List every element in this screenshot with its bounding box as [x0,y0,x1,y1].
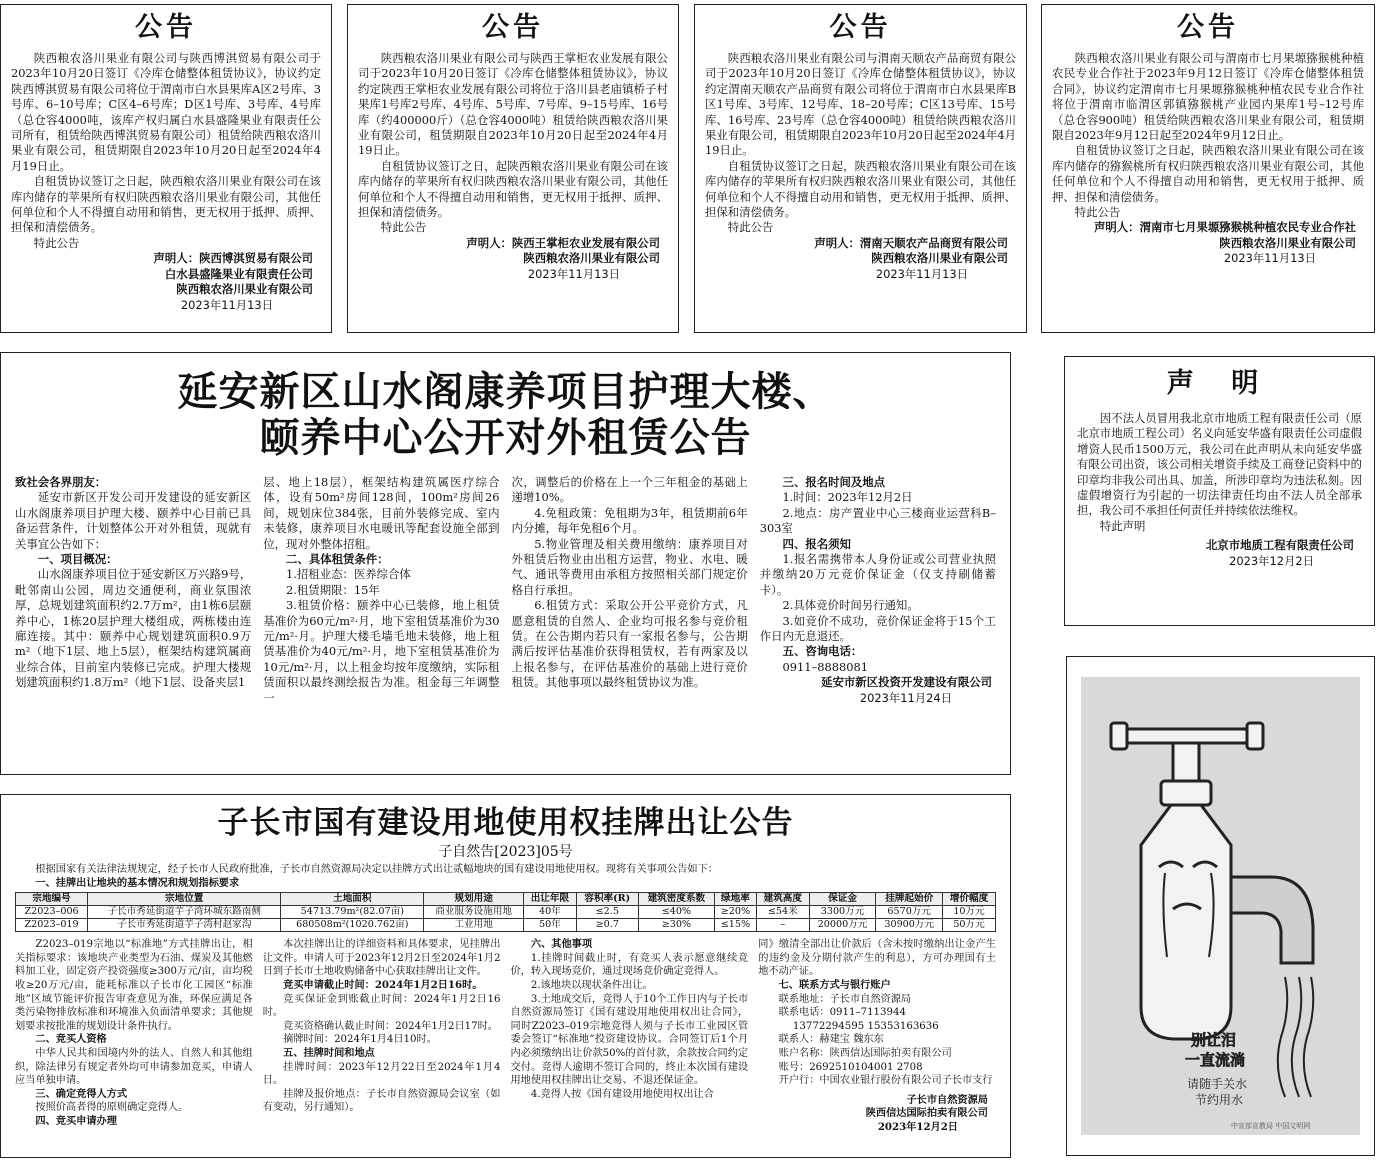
notice-date: 2023年11月13日 [1223,251,1316,266]
notice-para: 自租赁协议签订之日起，陕西粮农洛川果业有限公司在该库内储存的苹果所有权归陕西粮农洛川果业有限公司，其他任何单位和个人不得擅自动用和销售，更无权用于抵押、质押、担保和清偿债务。 [705,158,1016,220]
table-cell: – [756,919,809,932]
signer: 子长市自然资源局 [906,1093,988,1106]
table-cell: 40年 [523,906,576,919]
notice-box-3 [694,4,1027,333]
paragraph: 摘牌时间：2024年1月4日10时。 [283,1034,437,1046]
notice-2 [348,5,678,286]
paragraph: 挂牌时间：2023年12月22日至2024年1月4日。 [262,1061,501,1087]
handle-cap-right [1247,723,1263,749]
notice-signers [1052,220,1364,266]
table-cell: 50年 [523,919,576,932]
poster-slogan-1: 别让泪 [1191,1031,1237,1049]
paragraph: Z2023–019宗地以“标准地”方式挂牌出让，相关指标要求：该地块产业类型为石油、煤炭及其他燃料加工业，固定资产投资强度≥300万元/亩，亩均税收≥20万元/亩，能耗标准以子长市化工园区“标准地”区域节能评价报告审查意见为准，环保应满足各类污染物排放标准和环境准入负面清单要求；其他规划要求按批准的规划设计条件执行。 [15,939,253,1032]
paragraph: 1.招租业态：医养综合体 [286,567,411,582]
table-cell: 3300万元 [809,906,876,919]
paragraph: 3.如竞价不成功，竞价保证金将于15个工作日内无息退还。 [759,613,996,644]
table-cell: ≤54米 [756,906,809,919]
table-cell: Z2023–019 [16,919,88,932]
yanan-title-line2: 颐养中心公开对外租赁公告 [259,414,752,461]
table-row [16,906,996,919]
water-stream-1 [1278,977,1287,1097]
table-cell: ≤2.5 [576,906,638,919]
table-cell: 子长市秀延街道芋子湾村赵家沟 [88,919,281,932]
section-heading: 二、具体租赁条件： [286,552,389,567]
land-col-4-body [758,938,996,1088]
table-cell: 子长市秀延街道芋子湾环城东路南侧 [88,906,281,919]
poster-background [1081,677,1360,1135]
signer: 声明人：渭南天顺农产品商贸有限公司 [814,235,1008,250]
paragraph: 2.租赁期限：15年 [286,582,380,597]
land-doc-no: 子自然告[2023]05号 [438,844,573,860]
land-notice [1,795,1010,1139]
signer: 陕西粮农洛川果业有限公司 [523,251,660,266]
water-stream-2 [1292,977,1301,1097]
notice-signers [705,236,1016,282]
statement-box [1064,356,1375,626]
notice-date: 2023年11月13日 [180,297,273,312]
signer: 延安市新区投资开发建设有限公司 [821,675,992,690]
section-heading: 七、联系方式与银行账户 [778,978,891,991]
yanan-col-2 [263,475,499,706]
paragraph: 13772294595 15353163636 [792,1020,939,1032]
yanan-col-1 [15,475,251,706]
notice-title: 公告 [482,12,544,43]
paragraph: 挂牌及报价地点：子长市自然资源局会议室（如有变动，另行通知）。 [262,1088,501,1114]
paragraph: 竞买保证金到账截止时间：2024年1月2日16时。 [262,993,501,1019]
notice-para: 特此公告 [1074,205,1121,220]
section-heading: 四、竞买申请办理 [35,1114,117,1127]
col-header: 保证金 [809,893,876,906]
notice-title: 公告 [135,12,197,43]
statement-signers [1077,538,1362,569]
notice-title: 公告 [829,12,892,43]
section-heading: 一、项目概况： [37,552,118,567]
statement-date: 2023年12月2日 [1229,553,1314,568]
poster-slogan-2: 一直流淌 [1185,1051,1246,1069]
notice-box-2 [347,4,679,333]
paragraph: 2.地点：房产置业中心三楼商业运营科B–303室 [759,505,996,536]
land-columns [15,938,996,1134]
notice-para: 陕西粮农洛川果业有限公司与陕西博淇贸易有限公司于2023年10月20日签订《冷库仓储整体租赁协议》，协议约定陕西博淇贸易有限公司将位于渭南市白水县果库A区2号库、3号库、6–10号库；C区4–6号库；D区1号库、3号库、4号库（总仓容4000吨，该库产权归属白水县盛隆果业有限责任公司所有，租赁给陕西博淇贸易有限公司）租赁给陕西粮农洛川果业有限公司，租赁期限自2023年10月20日起至2024年4月19日止。 [11,51,321,173]
paragraph: 联系人：赫建宝 魏东东 [778,1034,884,1046]
statement-para: 因不法人员冒用我北京市地质工程有限责任公司（原北京市地质工程公司）名义向延安华盛有限责任公司虚假增资人民币1500万元，我公司在此声明从未向延安华盛有限公司出资，该公司相关增资手续及工商登记资料中的印章均非我公司出具、加盖，所涉印章均为违法私刻。因虚假增资行为引起的一切法律责任均由不法人员全部承担，我公司不承担任何责任并持续依法维权。 [1077,411,1362,518]
water-stream-3 [1304,977,1313,1097]
col-header: 宗地位置 [88,893,281,906]
poster-credit: 中宣部宣教局 中国文明网 [1231,1122,1311,1130]
table-cell: 商业服务设施用地 [424,906,524,919]
section-heading: 五、咨询电话： [782,644,863,659]
faucet-stem [1173,743,1199,783]
yanan-columns [15,475,996,706]
paragraph: 账户名称：陕西信达国际拍卖有限公司 [778,1047,952,1059]
notice-signers [11,251,321,313]
paragraph: 0911–8888081 [782,659,868,674]
paragraph: 层、地上18层），框架结构建筑属医疗综合体，设有50m²房间128间，100m²房间26间，规划床位384张，目前外装修完成、室内未装修，康养项目水电暖讯等配套设施全部到位，现对外整体招租。 [263,475,500,551]
table-cell: ≥20% [715,906,757,919]
paragraph: 联系地址：子长市自然资源局 [778,993,912,1005]
notice-para: 自租赁协议签订之日起，陕西粮农洛川果业有限公司在该库内储存的猕猴桃所有权归陕西粮农洛川果业有限公司，其他任何单位和个人不得擅自动用和销售，更无权用于抵押、质押、担保和清偿债务。 [1052,143,1364,204]
land-title: 子长市国有建设用地使用权挂牌出让公告 [217,805,794,841]
land-col-3 [511,938,749,1134]
notice-1 [1,5,331,317]
paragraph: 本次挂牌出让的详细资料和具体要求，见挂牌出让文件。申请人可于2023年12月2日至2024年1月2日到子长市土地收购储备中心获取挂牌出让文件。 [262,939,501,978]
col-header: 土地面积 [281,893,424,906]
land-table-header [16,893,996,906]
section-heading: 竞买申请截止时间：2024年1月2日16时。 [283,978,483,991]
paragraph: 4.免租政策：免租期为3年，租赁期前6年内分摊，每年免租6个月。 [511,505,748,536]
paragraph: 开户行：中国农业银行股份有限公司子长市支行 [778,1075,993,1087]
land-intro: 根据国家有关法律法规规定，经子长市人民政府批准，子长市自然资源局决定以挂牌方式出让贰幅地块的国有建设用地使用权。现将有关事项公告如下： [35,864,718,875]
signer: 陕西粮农洛川果业有限公司 [176,282,313,297]
notice-date: 2023年11月13日 [527,266,620,281]
paragraph: 联系电话：0911–7113944 [778,1007,906,1019]
paragraph: 延安市新区开发公司开发建设的延安新区山水阁康养项目护理大楼、颐养中心目前已具备运营条件，计划整体公开对外租赁，现就有关事宜公告如下： [15,490,252,551]
notice-para: 特此公告 [33,235,80,250]
faucet-collar [1161,781,1211,805]
paragraph: 5.物业管理及相关费用缴纳：康养项目对外租赁后物业由出租方运营，物业、水电、暖气、通讯等费用由承租方按照相关部门规定价格自行承担。 [511,536,748,597]
col-header: 容积率(R) [576,893,638,906]
land-col-4 [758,938,996,1134]
paragraph: 山水阁康养项目位于延安新区万兴路9号，毗邻南山公园，周边交通便利，商业氛围浓厚，总规划建筑面积约2.7万m²，由1栋6层颐养中心，1栋20层护理大楼组成，两栋楼由连廊连接。其中：颐养中心规划建筑面积0.9万m²（地下1层、地上5层），框架结构建筑属商业综合体，目前室内装修已完成。护理大楼规划建筑面积约1.8万m²（地下1层、设备夹层1 [15,567,252,690]
yanan-col-4-body [760,475,996,675]
yanan-notice-box [0,352,1011,775]
paragraph: 同》缴清全部出让价款后（含未按时缴纳出让金产生的违约金及分期付款产生的利息），方可办理国有土地不动产证。 [758,939,996,978]
notice-signers [358,236,668,282]
notice-para: 自租赁协议签订之日，起陕西粮农洛川果业有限公司在该库内储存的苹果所有权归陕西粮农洛川果业有限公司，其他任何单位和个人不得擅自动用和销售，更无权用于抵押、质押、担保和清偿债务。 [358,158,668,220]
signer: 北京市地质工程有限责任公司 [1205,538,1354,553]
col-header: 挂牌起始价 [876,893,943,906]
yanan-title-line1: 延安新区山水阁康养项目护理大楼、 [177,368,834,415]
table-cell: ≤15% [715,919,757,932]
yanan-notice [1,353,1010,712]
table-cell: 工业用地 [424,919,524,932]
notice-date: 2023年11月13日 [875,266,968,281]
table-cell: 20000万元 [809,919,876,932]
notice-para: 陕西粮农洛川果业有限公司与渭南天顺农产品商贸有限公司于2023年10月20日签订《冷库仓储整体租赁协议》，协议约定渭南天顺农产品商贸有限公司将位于渭南市白水县果库B区1号库、3号库、12号库、18–20号库；C区13号库、15号库、16号库、23号库（总仓容4000吨）租赁给陕西粮农洛川果业有限公司，租赁期限自2023年10月20日起至2024年4月19日止。 [705,51,1016,158]
notice-3 [695,5,1026,286]
col-header: 建筑高度 [756,893,809,906]
land-col-1 [15,938,253,1134]
paragraph: 2.具体竞价时间另行通知。 [782,598,919,613]
signer: 陕西粮农洛川果业有限公司 [871,251,1008,266]
table-cell: 10万元 [943,906,996,919]
land-notice-box [0,794,1011,1158]
paragraph: 4.竞得人按《国有建设用地使用权出让合 [530,1088,714,1100]
paragraph: 3.租赁价格：颐养中心已装修，地上租赁基准价为60元/m²·月，地下室租赁基准价为30元/m²·月。护理大楼毛墙毛地未装修，地上租赁基准价为40元/m²·月，地下室租赁基准价为10元/m²·月，以上租金均按年度缴纳，实际租赁面积以最终测绘报告为准。租金每三年调整一 [263,598,500,705]
table-cell: 50万元 [943,919,996,932]
notice-para: 自租赁协议签订之日起，陕西粮农洛川果业有限公司在该库内储存的苹果所有权归陕西粮农洛川果业有限公司，其他任何单位和个人不得擅自动用和销售，更无权用于抵押、质押、担保和清偿债务。 [11,174,321,235]
paragraph: 1.时间：2023年12月2日 [782,490,913,505]
poster-slogan-3: 请随手关水 [1187,1077,1248,1091]
yanan-col-3 [512,475,748,706]
col-header: 出让年限 [523,893,576,906]
col-header: 宗地编号 [16,893,88,906]
paragraph: 1.报名需携带本人身份证或公司营业执照并缴纳20万元竞价保证金（仅支持刷储蓄卡）。 [759,552,996,597]
table-cell: ≥0.7 [576,919,638,932]
signer: 声明人：陕西博淇贸易有限公司 [153,251,313,266]
table-cell: Z2023–006 [16,906,88,919]
section-heading: 三、确定竞得人方式 [35,1087,128,1100]
statement-title: 声 明 [1166,368,1273,399]
section-heading: 六、其他事项 [530,938,593,951]
table-cell: 30900万元 [876,919,943,932]
signer: 声明人：陕西王掌柜农业发展有限公司 [466,235,660,250]
paragraph: 3.土地成交后，竞得人于10个工作日内与子长市自然资源局签订《国有建设用地使用权出让合同》，同时Z2023–019宗地竞得人须与子长市工业园区管委会签订“标准地”投资建设协议。合同签订后1个月内必须缴纳出让价款50%的首付款，余款按合同约定交付。竞得人逾期不签订合同的，终止本次国有建设用地使用权挂牌出让交易、不退还保证金。 [510,993,749,1087]
section-heading: 三、报名时间及地点 [782,475,886,489]
signer: 陕西粮农洛川果业有限公司 [1219,235,1356,250]
section-heading: 五、挂牌时间和地点 [283,1046,375,1059]
table-row [16,919,996,932]
paragraph: 按照价高者得的原则确定竞得人。 [35,1102,189,1114]
paragraph: 竞买资格确认截止时间：2024年1月2日17时。 [283,1020,498,1032]
water-saving-poster [1066,656,1375,1156]
land-table [15,892,996,932]
statement-closing: 特此声明 [1099,518,1146,533]
col-header: 增价幅度 [943,893,996,906]
paragraph: 中华人民共和国境内外的法人、自然人和其他组织，除法律另有规定者外均可申请参加竞买，申请人应当单独申请。 [15,1047,253,1087]
table-cell: ≥30% [638,919,714,932]
yanan-col-4 [760,475,996,706]
table-cell: 680508m²(1020.762亩) [281,919,424,932]
land-signers [758,1094,996,1135]
yanan-date: 2023年11月24日 [859,690,952,705]
land-section1: 一、挂牌出让地块的基本情况和规划指标要求 [35,876,240,889]
notice-box-1 [0,4,332,333]
land-date: 2023年12月2日 [877,1120,958,1133]
notice-4 [1042,5,1374,271]
faucet-spout [1231,877,1313,963]
poster-slogan-4: 节约用水 [1195,1093,1244,1107]
signer: 白水县盛隆果业有限责任公司 [164,266,313,281]
table-cell: ≤40% [638,906,714,919]
notice-para: 陕西粮农洛川果业有限公司与陕西王掌柜农业发展有限公司于2023年10月20日签订《冷库仓储整体租赁协议》，协议约定陕西王掌柜农业发展有限公司将位于洛川县老庙镇桥子村果库1号库2号库、4号库、5号库、7号库、9–15号库、16号库（约400000斤）（总仓容4000吨）租赁给陕西粮农洛川果业有限公司，租赁期限自2023年10月20日起至2024年4月19日止。 [358,51,668,158]
paragraph: 2.该地块以现状条件出让。 [530,979,653,991]
col-header: 规划用途 [424,893,524,906]
section-heading: 四、报名须知 [782,536,851,551]
col-header: 建筑密度系数 [638,893,714,906]
notice-para: 特此公告 [380,220,427,235]
faucet-body [1141,805,1231,1039]
paragraph: 6.租赁方式：采取公开公平竞价方式，凡愿意租赁的自然人、企业均可报名参与竞价租赁。在公告期内若只有一家报名参与，公告期满后按评估基准价获得租赁权，若有两家及以上报名参与，在评估基准价的基础上进行竞价租赁。其他事项以最终租赁协议为准。 [511,598,748,690]
paragraph: 次，调整后的价格在上一个三年租金的基础上递增10%。 [511,475,748,505]
section-heading: 二、竞买人资格 [35,1033,107,1046]
faucet-handle [1121,729,1251,743]
land-col-2 [263,938,501,1134]
table-cell: 6570万元 [876,906,943,919]
notice-para: 特此公告 [727,220,774,235]
col-header: 绿地率 [715,893,757,906]
notice-box-4 [1041,4,1375,333]
table-cell: 54713.79m²(82.07亩) [281,906,424,919]
handle-cap-left [1111,723,1127,749]
section-heading: 致社会各界朋友： [15,475,107,489]
notice-para: 陕西粮农洛川果业有限公司与渭南市七月果塬猕猴桃种植农民专业合作社于2023年9月12日签订《冷库仓储整体租赁合同》，协议约定渭南市七月果塬猕猴桃种植农民专业合作社将位于渭南市临渭区郭镇猕猴桃产业园内果库1号–12号库（总仓容900吨）租赁给陕西粮农洛川果业有限公司，租赁期限自2023年9月12日起至2024年9月12日止。 [1052,51,1364,143]
signer: 声明人：渭南市七月果塬猕猴桃种植农民专业合作社 [1094,220,1356,235]
paragraph: 1.挂牌时间截止时，有竞买人表示愿意继续竞价，转入现场竞价，通过现场竞价确定竞得人。 [510,952,749,978]
yanan-signers [760,675,996,706]
signer: 陕西信达国际拍卖有限公司 [865,1107,988,1120]
statement [1065,357,1374,573]
paragraph: 账号：2692510104001 2708 [778,1061,923,1073]
notice-title: 公告 [1177,12,1239,43]
